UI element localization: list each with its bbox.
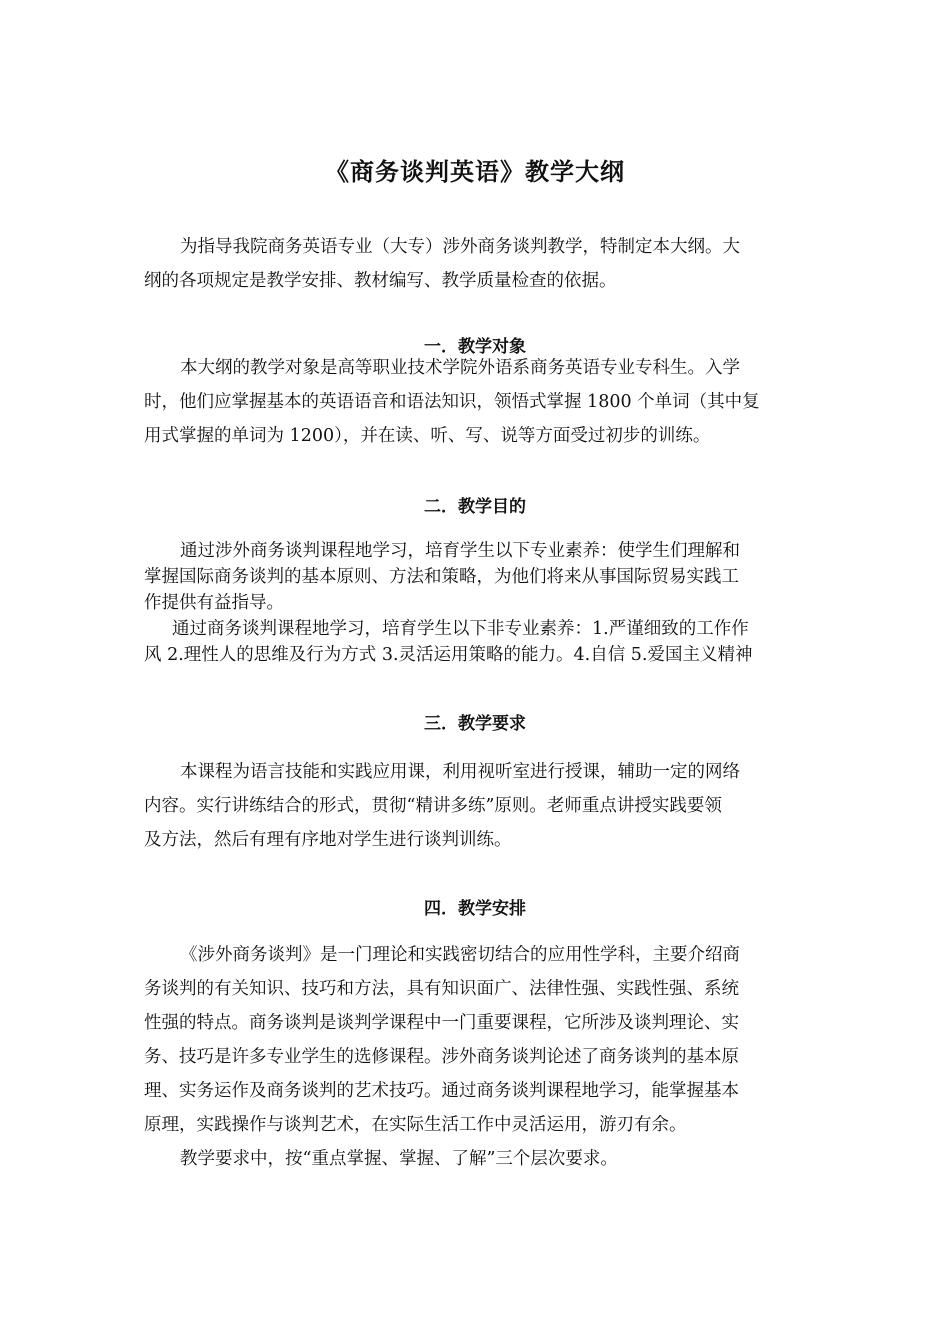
section-3-paragraph bbox=[144, 755, 808, 857]
text-line: 及方法，然后有理有序地对学生进行谈判训练。 bbox=[144, 830, 512, 850]
text-line: 本课程为语言技能和实践应用课，利用视听室进行授课，辅助一定的网络 bbox=[180, 762, 740, 782]
section-4-paragraph bbox=[144, 938, 808, 1176]
text-line: 内容。实行讲练结合的形式，贯彻“精讲多练”原则。老师重点讲授实践要领 bbox=[144, 796, 722, 816]
section-heading-1: 一．教学对象 bbox=[424, 337, 526, 357]
text-line: 性强的特点。商务谈判是谈判学课程中一门重要课程，它所涉及谈判理论、实 bbox=[144, 1013, 739, 1033]
text-line: 务、技巧是许多专业学生的选修课程。涉外商务谈判论述了商务谈判的基本原 bbox=[144, 1047, 739, 1067]
text-line: 通过涉外商务谈判课程地学习，培育学生以下专业素养：使学生们理解和 bbox=[180, 541, 740, 561]
text-line: 纲的各项规定是教学安排、教材编写、教学质量检查的依据。 bbox=[144, 271, 617, 291]
text-line: 时，他们应掌握基本的英语语音和语法知识，领悟式掌握 1800 个单词（其中复 bbox=[144, 392, 760, 412]
text-line: 教学要求中，按“重点掌握、掌握、了解”三个层次要求。 bbox=[180, 1149, 618, 1169]
text-line: 为指导我院商务英语专业（大专）涉外商务谈判教学，特制定本大纲。大 bbox=[180, 237, 740, 257]
text-line: 通过商务谈判课程地学习，培育学生以下非专业素养：1.严谨细致的工作作 bbox=[172, 619, 749, 639]
section-heading-4: 四．教学安排 bbox=[424, 899, 526, 919]
intro-paragraph bbox=[144, 230, 808, 298]
text-line: 掌握国际商务谈判的基本原则、方法和策略，为他们将来从事国际贸易实践工 bbox=[144, 567, 739, 587]
text-line: 本大纲的教学对象是高等职业技术学院外语系商务英语专业专科生。入学 bbox=[180, 358, 740, 378]
text-line: 理、实务运作及商务谈判的艺术技巧。通过商务谈判课程地学习，能掌握基本 bbox=[144, 1081, 739, 1101]
text-line: 原理，实践操作与谈判艺术，在实际生活工作中灵活运用，游刃有余。 bbox=[144, 1115, 687, 1135]
text-line: 《涉外商务谈判》是一门理论和实践密切结合的应用性学科，主要介绍商 bbox=[180, 945, 740, 965]
section-heading-2: 二．教学目的 bbox=[424, 497, 526, 517]
section-1-paragraph bbox=[144, 351, 808, 453]
text-line: 务谈判的有关知识、技巧和方法，具有知识面广、法律性强、实践性强、系统 bbox=[144, 979, 739, 999]
text-line: 作提供有益指导。 bbox=[144, 593, 284, 613]
text-line: 风 2.理性人的思维及行为方式 3.灵活运用策略的能力。4.自信 5.爱国主义精神 bbox=[144, 645, 753, 665]
text-line: 用式掌握的单词为 1200），并在读、听、写、说等方面受过初步的训练。 bbox=[144, 426, 711, 446]
section-2-paragraph bbox=[144, 538, 808, 668]
section-heading-3: 三．教学要求 bbox=[424, 714, 526, 734]
document-title: 《商务谈判英语》教学大纲 bbox=[325, 158, 625, 186]
